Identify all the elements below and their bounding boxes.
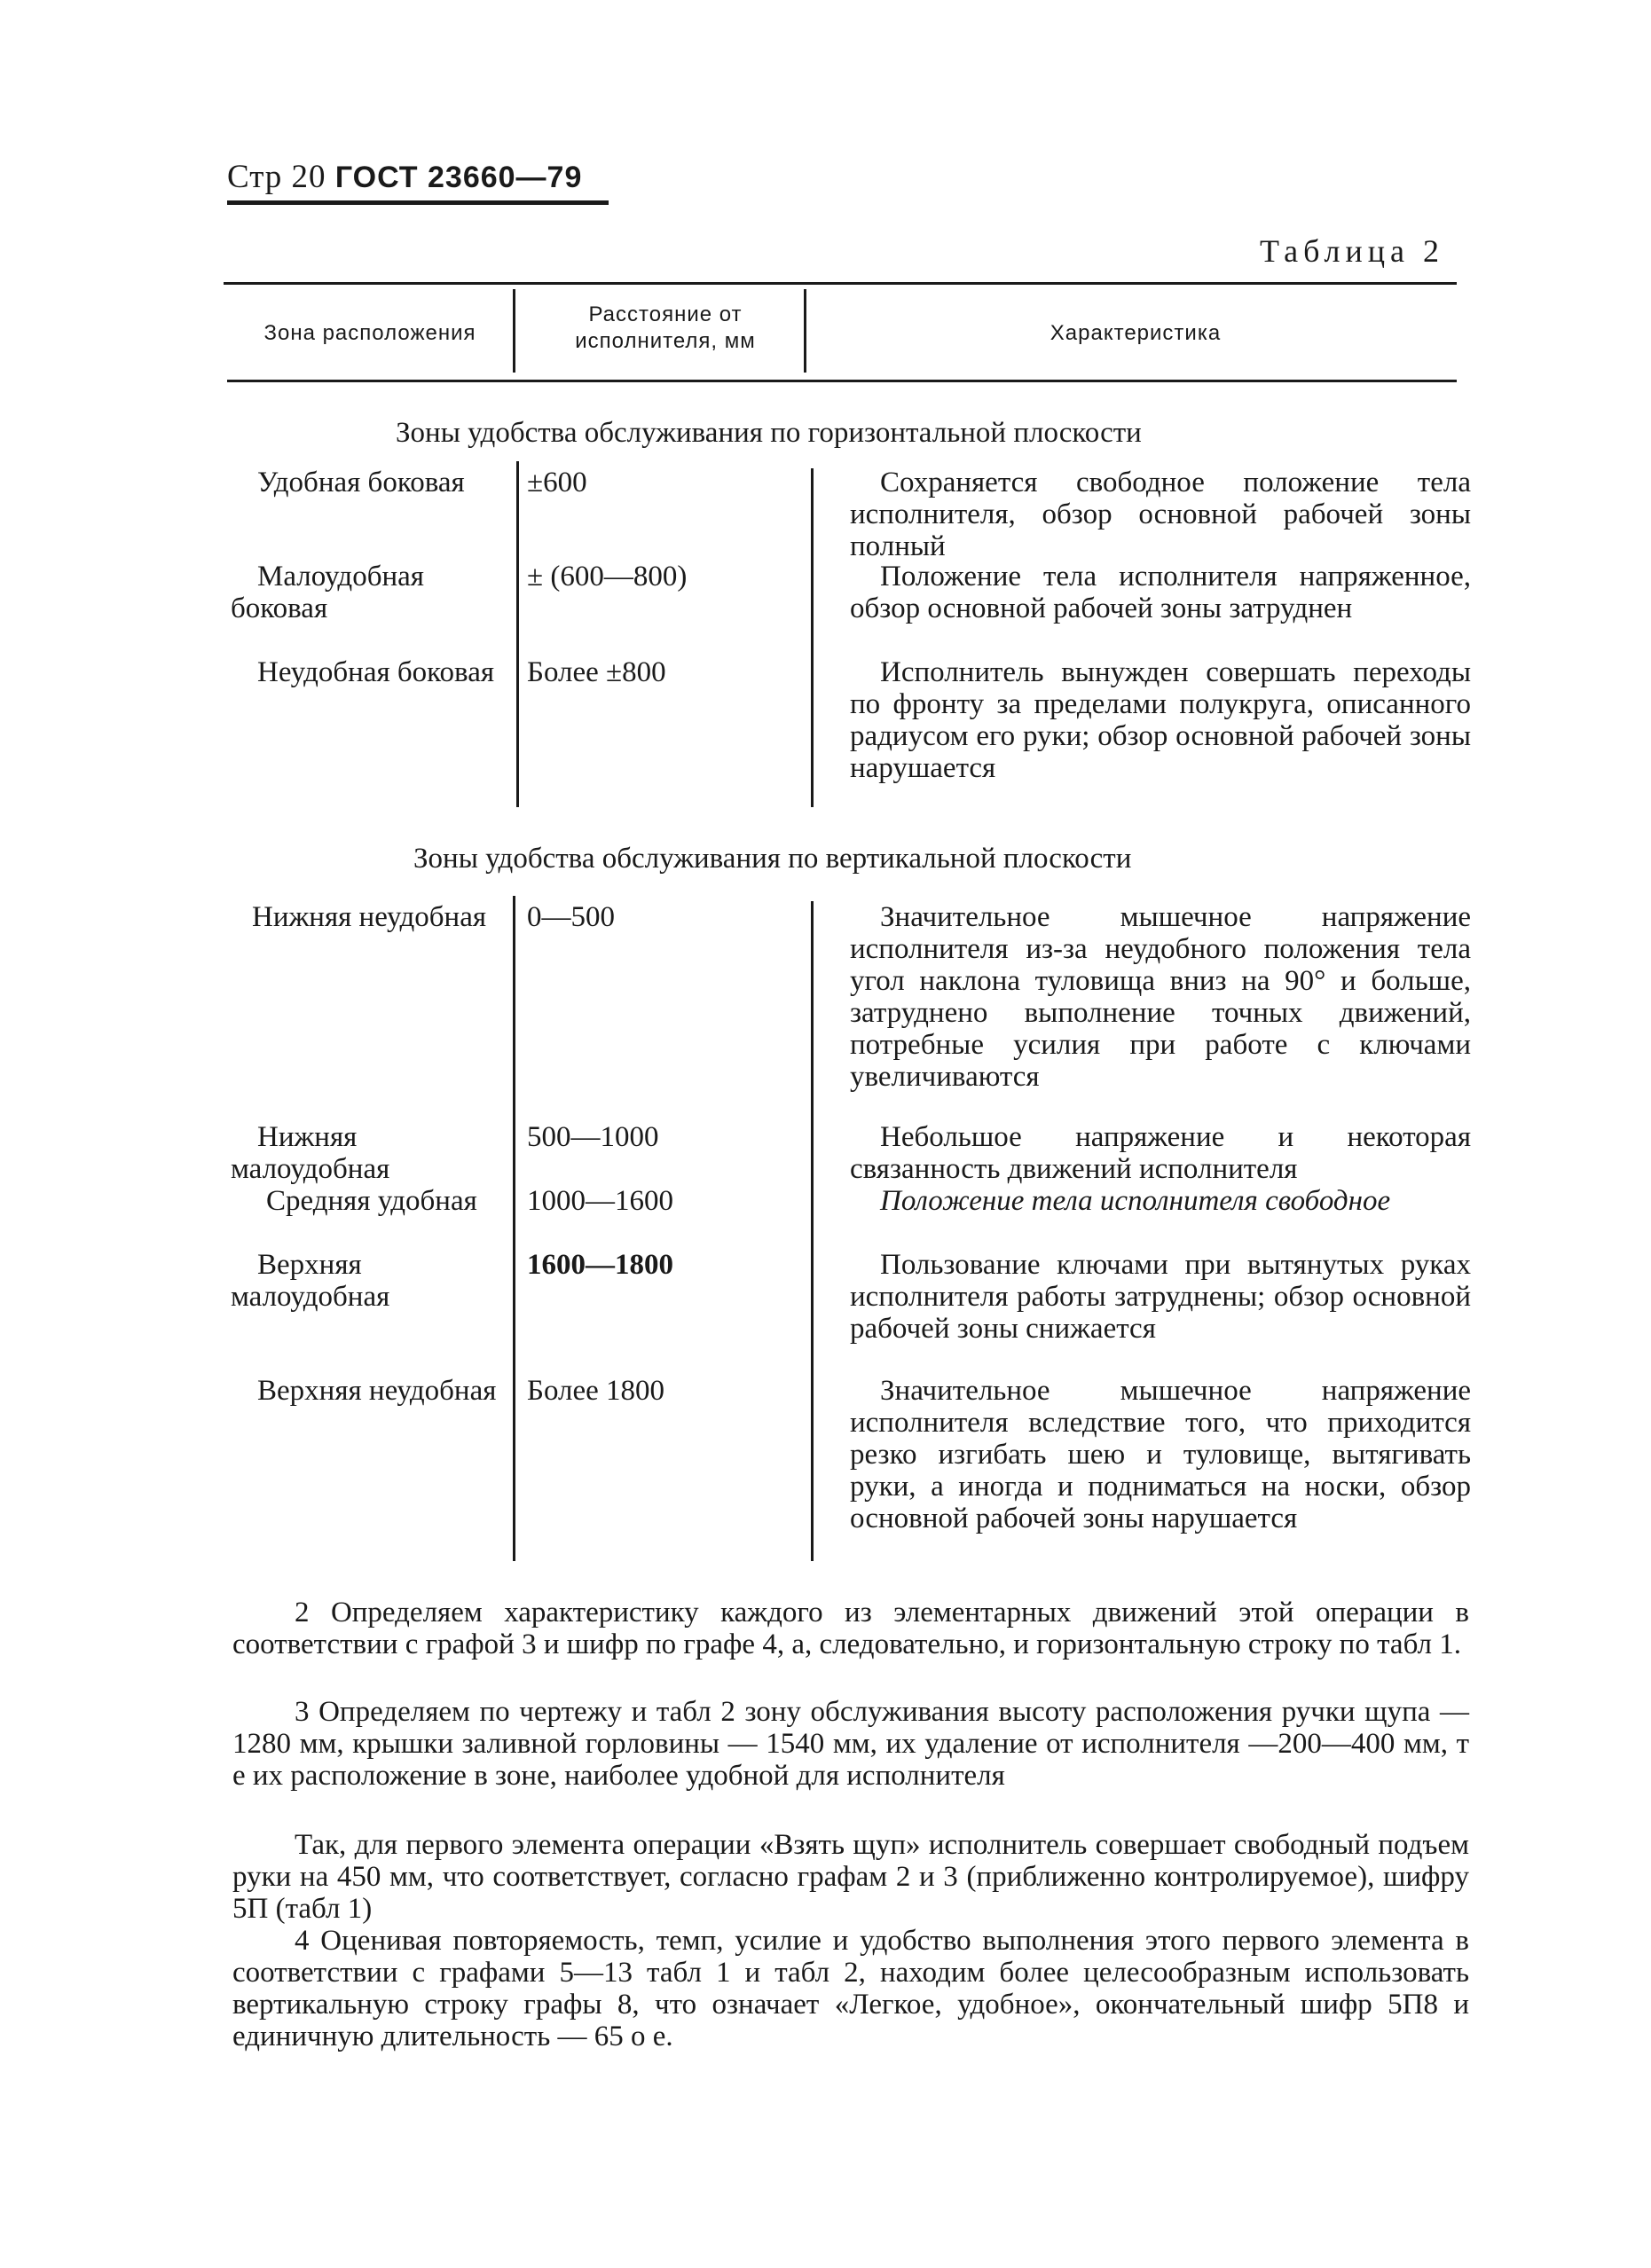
standard-number: ГОСТ 23660—79 [334, 161, 583, 194]
body-paragraph: 3 Определяем по чертежу и табл 2 зону обслуживания высоту расположения ручки щупа — 1280 мм, крышки заливной горловины — 1540 мм, их удаление от исполнителя —200—400 мм, т е их расположение в зоне, наиболее удобной для исполнителя [232, 1696, 1469, 1792]
table-cell-distance: 0—500 [527, 901, 615, 933]
column-header-zone: Зона расположения [263, 321, 476, 345]
column-divider [516, 461, 519, 807]
table-cell-zone: Нижняя малоудобная [231, 1121, 390, 1185]
section-title: Зоны удобства обслуживания по вертикальной плоскости [413, 843, 1132, 875]
table-cell-description: Значительное мышечное напряжение исполнителя из-за неудобного положения тела угол наклона туловища вниз на 90° и больше, затруднено выполнение точных движений, потребные усилия при работе с ключами увеличиваются [850, 901, 1471, 1093]
column-header-distance: Расстояние от исполнителя, мм [575, 302, 756, 353]
header-rule [227, 200, 609, 205]
column-header-description: Характеристика [1050, 321, 1222, 345]
table-header-rule [227, 380, 1457, 382]
table-cell-description: Положение тела исполнителя напряженное, обзор основной рабочей зоны затруднен [850, 561, 1471, 624]
table-cell-distance: 500—1000 [527, 1121, 659, 1153]
table-cell-description: Небольшое напряжение и некоторая связанность движений исполнителя [850, 1121, 1471, 1185]
table-cell-zone: Удобная боковая [257, 467, 465, 498]
page-number: Стр 20 [227, 159, 326, 195]
column-divider [513, 896, 515, 1561]
body-paragraph: Так, для первого элемента операции «Взять щуп» исполнитель совершает свободный подъем руки на 450 мм, что соответствует, согласно графам 2 и 3 (приближенно контролируемое), шифру 5П (табл 1) [232, 1829, 1469, 1925]
table-cell-description: Сохраняется свободное положение тела исполнителя, обзор основной рабочей зоны полный [850, 467, 1471, 562]
table-cell-zone: Верхняя неудобная [257, 1375, 497, 1407]
table-cell-distance: 1000—1600 [527, 1185, 673, 1217]
column-divider [811, 901, 814, 1561]
section-title: Зоны удобства обслуживания по горизонтальной плоскости [396, 417, 1142, 449]
table-cell-distance: Более ±800 [527, 656, 666, 688]
table-cell-zone: Малоудобная боковая [231, 561, 424, 624]
table-cell-zone: Средняя удобная [266, 1185, 477, 1217]
table-cell-description: Исполнитель вынужден совершать переходы по фронту за пределами полукруга, описанного радиусом его руки; обзор основной рабочей зоны нарушается [850, 656, 1471, 784]
table-cell-distance: ± (600—800) [527, 561, 688, 593]
table-cell-zone: Нижняя неудобная [252, 901, 487, 933]
body-paragraph: 4 Оценивая повторяемость, темп, усилие и удобство выполнения этого первого элемента в соответствии с графами 5—13 табл 1 и табл 2, находим более целесообразным использовать вертикальную строку графы 8, что означает «Легкое, удобное», окончательный шифр 5П8 и единичную длительность — 65 о е. [232, 1925, 1469, 2052]
table-cell-description: Пользование ключами при вытянутых руках исполнителя работы затруднены; обзор основной рабочей зоны снижается [850, 1249, 1471, 1345]
column-divider [811, 468, 814, 807]
table-cell-description: Положение тела исполнителя свободное [880, 1185, 1391, 1217]
table-caption: Таблица 2 [1260, 233, 1444, 269]
table-top-rule [224, 282, 1457, 285]
body-paragraph: 2 Определяем характеристику каждого из элементарных движений этой операции в соответствии с графой 3 и шифр по графе 4, а, следовательно, и горизонтальную строку по табл 1. [232, 1597, 1469, 1660]
table-cell-zone: Неудобная боковая [257, 656, 495, 688]
table-cell-zone: Верхняя малоудобная [231, 1249, 390, 1313]
table-cell-distance: ±600 [527, 467, 587, 498]
header-col-divider-1 [513, 289, 515, 373]
header-col-divider-2 [804, 289, 806, 373]
table-cell-distance: Более 1800 [527, 1375, 665, 1407]
page-header [227, 158, 582, 196]
table-cell-distance: 1600—1800 [527, 1249, 673, 1281]
table-cell-description: Значительное мышечное напряжение исполнителя вследствие того, что приходится резко изгибать шею и туловище, вытягивать руки, а иногда и подниматься на носки, обзор основной рабочей зоны нарушается [850, 1375, 1471, 1534]
